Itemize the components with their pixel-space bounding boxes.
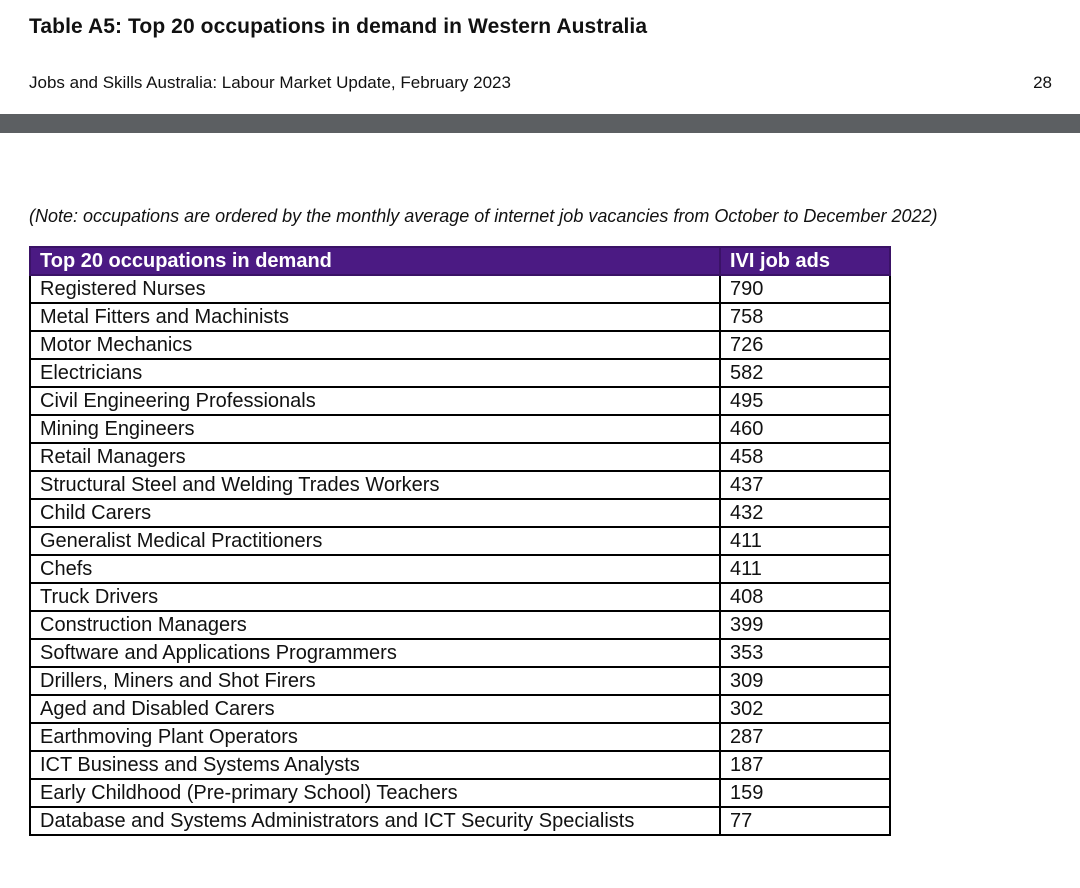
job-ads-column-header: IVI job ads: [720, 247, 890, 275]
job-ads-cell: 458: [720, 443, 890, 471]
job-ads-cell: 187: [720, 751, 890, 779]
table-row: [30, 471, 890, 499]
occupation-cell: Motor Mechanics: [30, 331, 720, 359]
job-ads-cell: 353: [720, 639, 890, 667]
occupation-cell: Registered Nurses: [30, 275, 720, 303]
occupation-cell: Early Childhood (Pre-primary School) Teachers: [30, 779, 720, 807]
table-row: [30, 415, 890, 443]
occupation-cell: Earthmoving Plant Operators: [30, 723, 720, 751]
table-row: [30, 359, 890, 387]
table-row: [30, 499, 890, 527]
occupation-cell: Child Carers: [30, 499, 720, 527]
table-note: (Note: occupations are ordered by the monthly average of internet job vacancies from October to December 2022): [29, 206, 938, 226]
table-row: [30, 275, 890, 303]
occupation-cell: Database and Systems Administrators and ICT Security Specialists: [30, 807, 720, 835]
table-row: [30, 555, 890, 583]
table-row: [30, 583, 890, 611]
page-title: Table A5: Top 20 occupations in demand in Western Australia: [29, 15, 648, 38]
job-ads-cell: 432: [720, 499, 890, 527]
occupation-cell: ICT Business and Systems Analysts: [30, 751, 720, 779]
occupation-cell: Construction Managers: [30, 611, 720, 639]
occupation-cell: Metal Fitters and Machinists: [30, 303, 720, 331]
table-row: [30, 443, 890, 471]
table-row: [30, 303, 890, 331]
job-ads-cell: 582: [720, 359, 890, 387]
table-row: [30, 331, 890, 359]
job-ads-cell: 309: [720, 667, 890, 695]
page-number: 28: [1033, 73, 1052, 92]
job-ads-cell: 437: [720, 471, 890, 499]
occupation-cell: Structural Steel and Welding Trades Workers: [30, 471, 720, 499]
job-ads-cell: 460: [720, 415, 890, 443]
table-row: [30, 611, 890, 639]
occupation-cell: Electricians: [30, 359, 720, 387]
occupation-cell: Chefs: [30, 555, 720, 583]
table-row: [30, 387, 890, 415]
table-row: [30, 527, 890, 555]
occupation-cell: Software and Applications Programmers: [30, 639, 720, 667]
table-header-row: [30, 247, 890, 275]
job-ads-cell: 495: [720, 387, 890, 415]
job-ads-cell: 758: [720, 303, 890, 331]
job-ads-cell: 287: [720, 723, 890, 751]
job-ads-cell: 726: [720, 331, 890, 359]
table-body: [30, 275, 890, 835]
header-rule: [0, 114, 1080, 133]
table-row: [30, 751, 890, 779]
job-ads-cell: 159: [720, 779, 890, 807]
job-ads-cell: 408: [720, 583, 890, 611]
table-row: [30, 667, 890, 695]
table-row: [30, 695, 890, 723]
occupation-cell: Retail Managers: [30, 443, 720, 471]
occupation-cell: Truck Drivers: [30, 583, 720, 611]
table-row: [30, 723, 890, 751]
table-row: [30, 779, 890, 807]
occupation-cell: Mining Engineers: [30, 415, 720, 443]
job-ads-cell: 790: [720, 275, 890, 303]
job-ads-cell: 411: [720, 527, 890, 555]
report-subtitle: Jobs and Skills Australia: Labour Market Update, February 2023: [29, 73, 511, 92]
table-row: [30, 639, 890, 667]
table-row: [30, 807, 890, 835]
job-ads-cell: 302: [720, 695, 890, 723]
occupation-cell: Generalist Medical Practitioners: [30, 527, 720, 555]
occupation-cell: Drillers, Miners and Shot Firers: [30, 667, 720, 695]
occupation-column-header: Top 20 occupations in demand: [30, 247, 720, 275]
occupation-cell: Civil Engineering Professionals: [30, 387, 720, 415]
occupation-cell: Aged and Disabled Carers: [30, 695, 720, 723]
job-ads-cell: 77: [720, 807, 890, 835]
occupations-table: [29, 246, 891, 836]
job-ads-cell: 399: [720, 611, 890, 639]
job-ads-cell: 411: [720, 555, 890, 583]
